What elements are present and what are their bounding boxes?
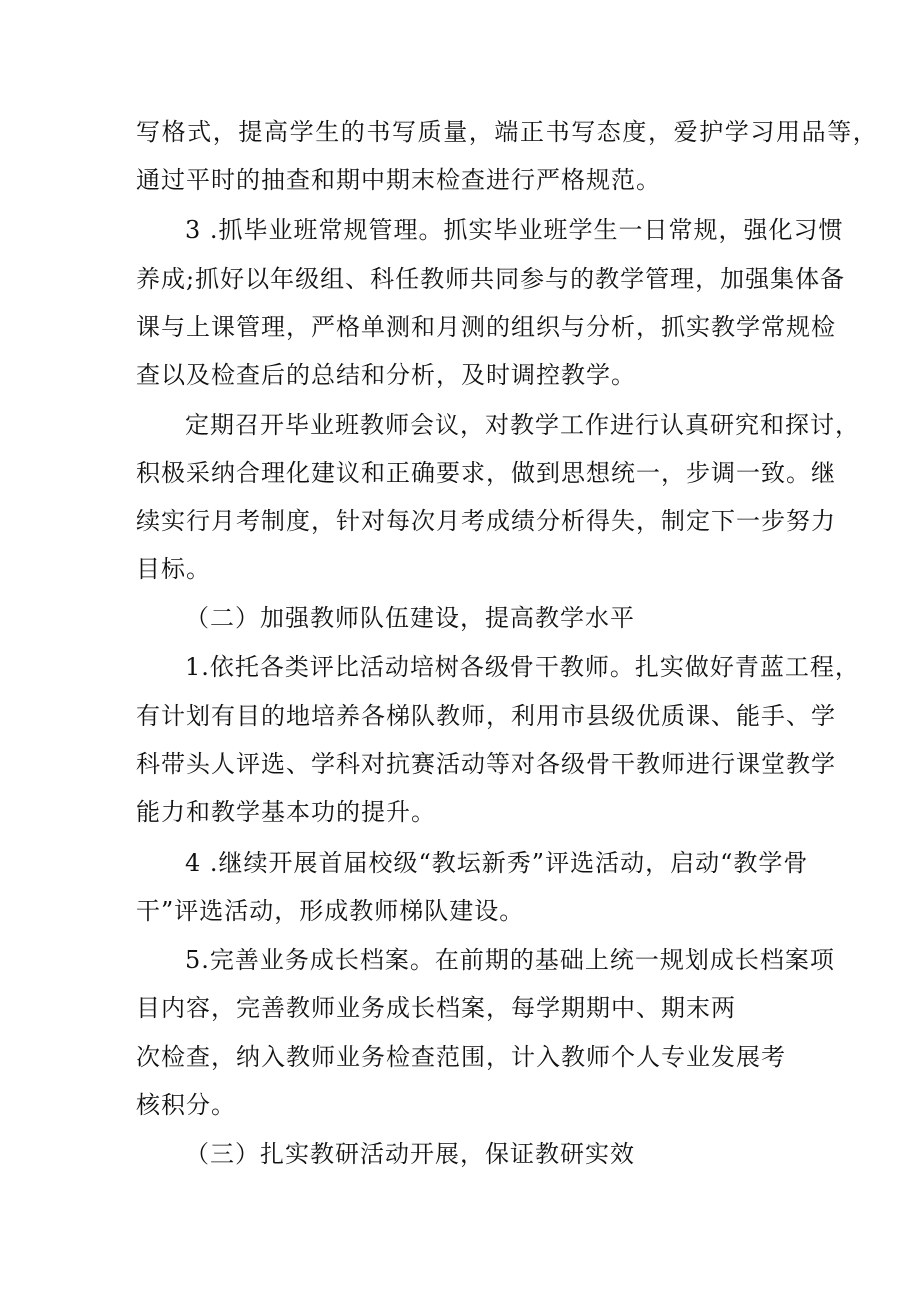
- text-line: 科带头人评选、学科对抗赛活动等对各级骨干教师进行课堂教学: [136, 750, 836, 778]
- text-line: 有计划有目的地培养各梯队教师，利用市县级优质课、能手、学: [136, 702, 836, 730]
- text-line: 次检查，纳入教师业务检查范围，计入教师个人专业发展考: [136, 1043, 786, 1071]
- text-line: 干”评选活动，形成教师梯队建设。: [136, 897, 525, 925]
- text-line: 核积分。: [136, 1091, 236, 1119]
- text-line: 1.依托各类评比活动培树各级骨干教师。扎实做好青蓝工程，: [185, 653, 860, 681]
- section-heading-2: （二）加强教师队伍建设，提高教学水平: [185, 604, 635, 632]
- text-line: 目内容，完善教师业务成长档案，每学期期中、期末两: [136, 994, 736, 1022]
- text-line: 续实行月考制度，针对每次月考成绩分析得失，制定下一步努力: [136, 507, 836, 535]
- text-line: 课与上课管理，严格单测和月测的组织与分析，抓实教学常规检: [136, 313, 836, 341]
- text-line: 积极采纳合理化建议和正确要求，做到思想统一，步调一致。继: [136, 459, 836, 487]
- text-line: 4 .继续开展首届校级“教坛新秀”评选活动，启动“教学骨: [185, 849, 809, 877]
- text-line: 定期召开毕业班教师会议，对教学工作进行认真研究和探讨，: [185, 411, 860, 439]
- section-heading-3: （三）扎实教研活动开展，保证教研实效: [185, 1140, 635, 1168]
- text-line: 写格式，提高学生的书写质量，端正书写态度，爱护学习用品等，: [136, 118, 879, 146]
- text-line: 查以及检查后的总结和分析，及时调控教学。: [136, 361, 636, 389]
- text-line: 养成;抓好以年级组、科任教师共同参与的教学管理，加强集体备: [136, 265, 846, 293]
- text-line: 目标。: [136, 555, 211, 583]
- text-line: 通过平时的抽查和期中期末检查进行严格规范。: [136, 166, 661, 194]
- text-line: 5.完善业务成长档案。在前期的基础上统一规划成长档案项: [185, 946, 835, 974]
- text-line: 能力和教学基本功的提升。: [136, 798, 436, 826]
- text-line: 3 .抓毕业班常规管理。抓实毕业班学生一日常规，强化习惯: [185, 216, 844, 244]
